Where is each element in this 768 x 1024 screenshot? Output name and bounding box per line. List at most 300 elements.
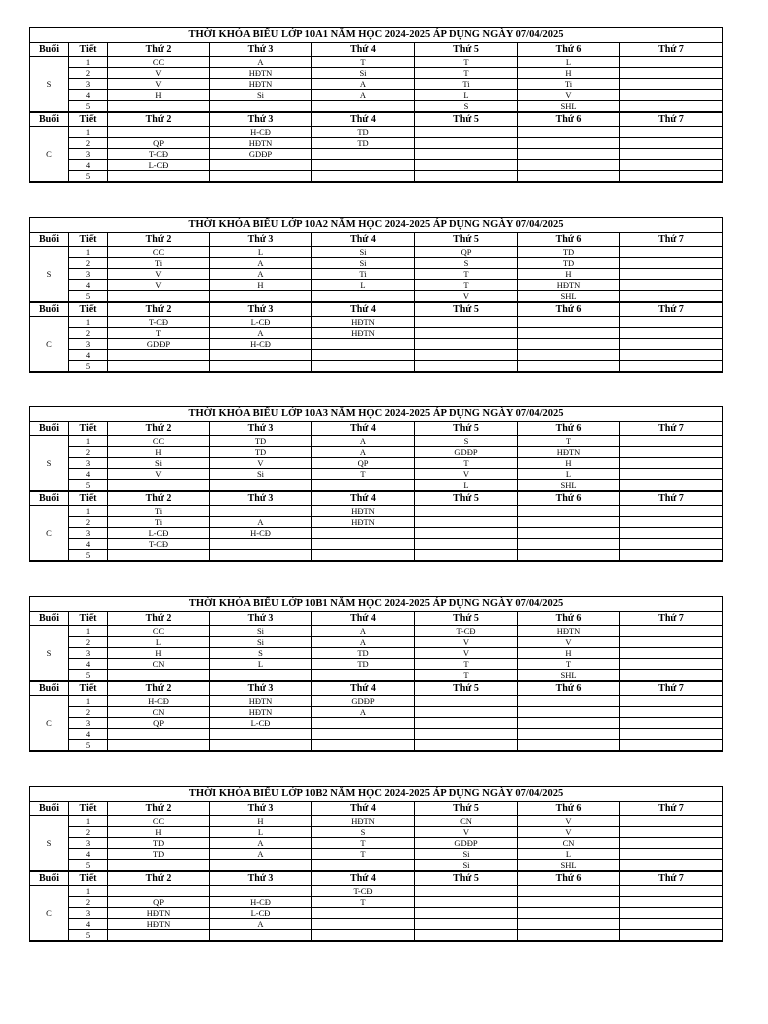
header-day: Thứ 7 xyxy=(620,802,723,816)
header-buoi: Buổi xyxy=(30,681,69,696)
period-number: 4 xyxy=(69,659,108,670)
table-row xyxy=(30,626,723,637)
subject-cell xyxy=(518,718,620,729)
subject-cell xyxy=(210,171,312,183)
subject-cell xyxy=(620,127,723,138)
subject-cell: T-CĐ xyxy=(108,149,210,160)
subject-cell: A xyxy=(210,517,312,528)
table-row xyxy=(30,328,723,339)
table-row xyxy=(30,707,723,718)
subject-cell xyxy=(415,138,518,149)
subject-cell xyxy=(415,740,518,752)
table-row xyxy=(30,539,723,550)
table-row xyxy=(30,860,723,872)
header-day: Thứ 5 xyxy=(415,422,518,436)
period-number: 4 xyxy=(69,729,108,740)
header-day: Thứ 5 xyxy=(415,802,518,816)
subject-cell: H-CĐ xyxy=(210,127,312,138)
header-tiet: Tiết xyxy=(69,302,108,317)
table-row xyxy=(30,149,723,160)
subject-cell: H xyxy=(108,827,210,838)
period-number: 3 xyxy=(69,149,108,160)
period-number: 4 xyxy=(69,350,108,361)
subject-cell: T xyxy=(415,280,518,291)
header-day: Thứ 6 xyxy=(518,681,620,696)
subject-cell: L-CĐ xyxy=(210,908,312,919)
subject-cell: T xyxy=(312,838,415,849)
subject-cell: T xyxy=(415,670,518,682)
subject-cell xyxy=(415,696,518,707)
subject-cell: HĐTN xyxy=(210,68,312,79)
subject-cell: V xyxy=(210,458,312,469)
subject-cell: HĐTN xyxy=(210,138,312,149)
header-day: Thứ 6 xyxy=(518,491,620,506)
subject-cell xyxy=(620,886,723,897)
header-day: Thứ 6 xyxy=(518,112,620,127)
table-row xyxy=(30,458,723,469)
subject-cell xyxy=(620,718,723,729)
header-day: Thứ 6 xyxy=(518,422,620,436)
subject-cell: L xyxy=(518,849,620,860)
subject-cell xyxy=(620,68,723,79)
subject-cell xyxy=(518,550,620,562)
subject-cell: CC xyxy=(108,57,210,68)
subject-cell: CC xyxy=(108,436,210,447)
subject-cell xyxy=(312,919,415,930)
subject-cell xyxy=(620,447,723,458)
subject-cell: V xyxy=(415,827,518,838)
subject-cell: T xyxy=(312,849,415,860)
subject-cell xyxy=(415,350,518,361)
header-day: Thứ 3 xyxy=(210,871,312,886)
header-day: Thứ 7 xyxy=(620,112,723,127)
subject-cell: H xyxy=(108,90,210,101)
subject-cell: S xyxy=(415,101,518,113)
subject-cell xyxy=(415,149,518,160)
subject-cell xyxy=(620,506,723,517)
subject-cell xyxy=(108,350,210,361)
table-row xyxy=(30,350,723,361)
subject-cell xyxy=(620,707,723,718)
period-number: 2 xyxy=(69,827,108,838)
subject-cell: CC xyxy=(108,247,210,258)
subject-cell: V xyxy=(108,269,210,280)
header-day: Thứ 6 xyxy=(518,302,620,317)
subject-cell xyxy=(620,339,723,350)
subject-cell xyxy=(312,908,415,919)
subject-cell xyxy=(518,138,620,149)
subject-cell xyxy=(620,816,723,827)
subject-cell: HĐTN xyxy=(312,328,415,339)
subject-cell: V xyxy=(108,68,210,79)
table-row xyxy=(30,436,723,447)
table-row xyxy=(30,90,723,101)
timetable-2 xyxy=(29,217,723,373)
subject-cell: Si xyxy=(312,68,415,79)
subject-cell xyxy=(415,707,518,718)
subject-cell xyxy=(108,550,210,562)
subject-cell: T xyxy=(415,57,518,68)
subject-cell xyxy=(312,480,415,492)
header-day: Thứ 5 xyxy=(415,681,518,696)
header-day: Thứ 2 xyxy=(108,871,210,886)
header-day: Thứ 3 xyxy=(210,302,312,317)
header-tiet: Tiết xyxy=(69,112,108,127)
subject-cell xyxy=(620,626,723,637)
period-number: 2 xyxy=(69,68,108,79)
header-day: Thứ 7 xyxy=(620,491,723,506)
subject-cell xyxy=(620,317,723,328)
subject-cell xyxy=(518,729,620,740)
subject-cell xyxy=(620,729,723,740)
subject-cell xyxy=(210,101,312,113)
timetable-4 xyxy=(29,596,723,752)
subject-cell: L-CĐ xyxy=(108,528,210,539)
period-number: 4 xyxy=(69,90,108,101)
table-row xyxy=(30,361,723,373)
subject-cell: SHL xyxy=(518,480,620,492)
period-number: 3 xyxy=(69,339,108,350)
table-row xyxy=(30,258,723,269)
subject-cell: CN xyxy=(415,816,518,827)
period-number: 5 xyxy=(69,550,108,562)
subject-cell: GDĐP xyxy=(210,149,312,160)
subject-cell: Si xyxy=(210,637,312,648)
subject-cell: H-CĐ xyxy=(210,339,312,350)
period-number: 2 xyxy=(69,138,108,149)
subject-cell xyxy=(210,291,312,303)
subject-cell: L xyxy=(518,57,620,68)
subject-cell: Si xyxy=(210,469,312,480)
subject-cell: TD xyxy=(312,127,415,138)
subject-cell: CC xyxy=(108,626,210,637)
header-day: Thứ 7 xyxy=(620,422,723,436)
period-number: 5 xyxy=(69,930,108,942)
header-day: Thứ 3 xyxy=(210,233,312,247)
subject-cell xyxy=(620,247,723,258)
subject-cell: QP xyxy=(108,718,210,729)
subject-cell xyxy=(312,718,415,729)
subject-cell xyxy=(518,350,620,361)
subject-cell xyxy=(312,528,415,539)
header-day: Thứ 2 xyxy=(108,112,210,127)
subject-cell: V xyxy=(518,827,620,838)
subject-cell xyxy=(415,718,518,729)
timetable-title: THỜI KHÓA BIỂU LỚP 10B2 NĂM HỌC 2024-2025 ÁP DỤNG NGÀY 07/04/2025 xyxy=(30,787,723,802)
subject-cell: A xyxy=(312,707,415,718)
period-number: 1 xyxy=(69,436,108,447)
header-day: Thứ 3 xyxy=(210,491,312,506)
subject-cell xyxy=(620,90,723,101)
subject-cell xyxy=(620,550,723,562)
header-tiet: Tiết xyxy=(69,233,108,247)
subject-cell xyxy=(312,740,415,752)
period-number: 5 xyxy=(69,670,108,682)
table-row xyxy=(30,160,723,171)
period-number: 3 xyxy=(69,79,108,90)
subject-cell: TD xyxy=(518,258,620,269)
subject-cell xyxy=(415,919,518,930)
header-day: Thứ 5 xyxy=(415,43,518,57)
subject-cell: QP xyxy=(312,458,415,469)
subject-cell: H xyxy=(518,269,620,280)
subject-cell: T xyxy=(312,469,415,480)
subject-cell xyxy=(415,317,518,328)
subject-cell: Ti xyxy=(108,506,210,517)
period-number: 4 xyxy=(69,160,108,171)
subject-cell: A xyxy=(210,269,312,280)
period-number: 1 xyxy=(69,317,108,328)
subject-cell xyxy=(415,550,518,562)
subject-cell xyxy=(518,361,620,373)
period-number: 5 xyxy=(69,480,108,492)
subject-cell xyxy=(620,101,723,113)
header-tiet: Tiết xyxy=(69,871,108,886)
subject-cell xyxy=(620,860,723,872)
subject-cell: T-CĐ xyxy=(415,626,518,637)
subject-cell: L xyxy=(415,90,518,101)
period-number: 2 xyxy=(69,517,108,528)
period-number: 5 xyxy=(69,101,108,113)
subject-cell: A xyxy=(312,626,415,637)
subject-cell: V xyxy=(518,90,620,101)
subject-cell xyxy=(518,506,620,517)
subject-cell xyxy=(415,328,518,339)
table-row xyxy=(30,57,723,68)
subject-cell: H xyxy=(108,447,210,458)
header-day: Thứ 6 xyxy=(518,802,620,816)
session-label: C xyxy=(30,127,69,183)
subject-cell xyxy=(620,280,723,291)
header-buoi: Buổi xyxy=(30,43,69,57)
period-number: 4 xyxy=(69,539,108,550)
subject-cell: QP xyxy=(108,138,210,149)
header-tiet: Tiết xyxy=(69,802,108,816)
subject-cell xyxy=(518,930,620,942)
subject-cell xyxy=(312,361,415,373)
subject-cell: HĐTN xyxy=(108,908,210,919)
subject-cell xyxy=(620,838,723,849)
table-row xyxy=(30,908,723,919)
subject-cell: L xyxy=(312,280,415,291)
header-tiet: Tiết xyxy=(69,491,108,506)
session-label: C xyxy=(30,696,69,752)
subject-cell xyxy=(620,528,723,539)
subject-cell: S xyxy=(210,648,312,659)
subject-cell: Si xyxy=(210,626,312,637)
subject-cell: T xyxy=(312,897,415,908)
header-day: Thứ 4 xyxy=(312,681,415,696)
table-row xyxy=(30,718,723,729)
subject-cell: A xyxy=(210,57,312,68)
subject-cell: T xyxy=(415,68,518,79)
header-tiet: Tiết xyxy=(69,43,108,57)
subject-cell: S xyxy=(415,258,518,269)
subject-cell xyxy=(415,517,518,528)
header-day: Thứ 7 xyxy=(620,43,723,57)
header-day: Thứ 7 xyxy=(620,612,723,626)
subject-cell xyxy=(312,291,415,303)
table-row xyxy=(30,919,723,930)
header-day: Thứ 5 xyxy=(415,612,518,626)
subject-cell: Ti xyxy=(108,517,210,528)
subject-cell: CN xyxy=(108,659,210,670)
table-row xyxy=(30,317,723,328)
subject-cell: H xyxy=(210,280,312,291)
subject-cell xyxy=(312,350,415,361)
subject-cell: TD xyxy=(312,659,415,670)
subject-cell xyxy=(415,339,518,350)
header-tiet: Tiết xyxy=(69,422,108,436)
subject-cell xyxy=(108,101,210,113)
subject-cell: CN xyxy=(108,707,210,718)
subject-cell: Si xyxy=(312,258,415,269)
subject-cell: A xyxy=(312,637,415,648)
period-number: 5 xyxy=(69,361,108,373)
subject-cell: Ti xyxy=(108,258,210,269)
subject-cell: SHL xyxy=(518,101,620,113)
subject-cell: GDĐP xyxy=(415,838,518,849)
subject-cell xyxy=(415,506,518,517)
table-row xyxy=(30,247,723,258)
period-number: 5 xyxy=(69,740,108,752)
table-row xyxy=(30,138,723,149)
subject-cell xyxy=(620,849,723,860)
subject-cell xyxy=(210,361,312,373)
subject-cell xyxy=(620,138,723,149)
table-row xyxy=(30,171,723,183)
subject-cell xyxy=(620,171,723,183)
table-row xyxy=(30,827,723,838)
subject-cell: T xyxy=(312,57,415,68)
subject-cell xyxy=(415,930,518,942)
subject-cell: L-CĐ xyxy=(108,160,210,171)
subject-cell xyxy=(210,740,312,752)
session-label: C xyxy=(30,506,69,562)
subject-cell: CC xyxy=(108,816,210,827)
period-number: 3 xyxy=(69,458,108,469)
header-day: Thứ 4 xyxy=(312,302,415,317)
subject-cell: T-CĐ xyxy=(108,317,210,328)
subject-cell xyxy=(620,539,723,550)
subject-cell xyxy=(312,539,415,550)
subject-cell: HĐTN xyxy=(108,919,210,930)
subject-cell: T xyxy=(415,659,518,670)
table-row xyxy=(30,670,723,682)
subject-cell xyxy=(518,897,620,908)
subject-cell: Si xyxy=(415,849,518,860)
subject-cell: A xyxy=(210,838,312,849)
header-day: Thứ 2 xyxy=(108,612,210,626)
header-buoi: Buổi xyxy=(30,422,69,436)
period-number: 4 xyxy=(69,919,108,930)
subject-cell: V xyxy=(518,816,620,827)
header-buoi: Buổi xyxy=(30,612,69,626)
timetable-3 xyxy=(29,406,723,562)
subject-cell xyxy=(620,659,723,670)
period-number: 1 xyxy=(69,506,108,517)
subject-cell: T xyxy=(415,458,518,469)
table-row xyxy=(30,886,723,897)
table-row xyxy=(30,696,723,707)
subject-cell: T-CĐ xyxy=(108,539,210,550)
table-row xyxy=(30,528,723,539)
subject-cell: HĐTN xyxy=(312,506,415,517)
subject-cell: T-CĐ xyxy=(312,886,415,897)
subject-cell xyxy=(108,930,210,942)
subject-cell xyxy=(620,258,723,269)
timetable-1 xyxy=(29,27,723,183)
header-day: Thứ 7 xyxy=(620,871,723,886)
subject-cell: HĐTN xyxy=(312,816,415,827)
subject-cell: T xyxy=(518,436,620,447)
subject-cell xyxy=(108,291,210,303)
subject-cell: SHL xyxy=(518,291,620,303)
table-row xyxy=(30,740,723,752)
table-row xyxy=(30,339,723,350)
table-row xyxy=(30,729,723,740)
period-number: 4 xyxy=(69,469,108,480)
subject-cell: TD xyxy=(312,648,415,659)
subject-cell xyxy=(210,886,312,897)
subject-cell xyxy=(312,149,415,160)
subject-cell: HĐTN xyxy=(518,447,620,458)
subject-cell: A xyxy=(312,436,415,447)
header-buoi: Buổi xyxy=(30,112,69,127)
subject-cell: Si xyxy=(415,860,518,872)
subject-cell xyxy=(518,528,620,539)
subject-cell xyxy=(620,79,723,90)
subject-cell: H xyxy=(518,458,620,469)
subject-cell: T xyxy=(518,659,620,670)
header-day: Thứ 6 xyxy=(518,612,620,626)
subject-cell: Ti xyxy=(415,79,518,90)
subject-cell xyxy=(620,149,723,160)
period-number: 3 xyxy=(69,648,108,659)
period-number: 1 xyxy=(69,127,108,138)
subject-cell xyxy=(312,860,415,872)
subject-cell xyxy=(518,886,620,897)
subject-cell: H xyxy=(108,648,210,659)
period-number: 1 xyxy=(69,816,108,827)
table-row xyxy=(30,480,723,492)
subject-cell: H-CĐ xyxy=(108,696,210,707)
subject-cell xyxy=(518,919,620,930)
subject-cell xyxy=(415,886,518,897)
subject-cell: CN xyxy=(518,838,620,849)
subject-cell xyxy=(620,517,723,528)
header-day: Thứ 3 xyxy=(210,422,312,436)
subject-cell xyxy=(210,670,312,682)
subject-cell xyxy=(415,539,518,550)
subject-cell xyxy=(518,696,620,707)
subject-cell xyxy=(108,361,210,373)
table-row xyxy=(30,550,723,562)
header-day: Thứ 7 xyxy=(620,302,723,317)
subject-cell xyxy=(415,908,518,919)
subject-cell xyxy=(210,480,312,492)
table-row xyxy=(30,469,723,480)
subject-cell: L xyxy=(210,827,312,838)
header-day: Thứ 7 xyxy=(620,233,723,247)
session-label: C xyxy=(30,317,69,373)
subject-cell: V xyxy=(108,79,210,90)
subject-cell: TD xyxy=(312,138,415,149)
subject-cell: QP xyxy=(415,247,518,258)
subject-cell: H xyxy=(210,816,312,827)
subject-cell xyxy=(620,696,723,707)
period-number: 5 xyxy=(69,291,108,303)
